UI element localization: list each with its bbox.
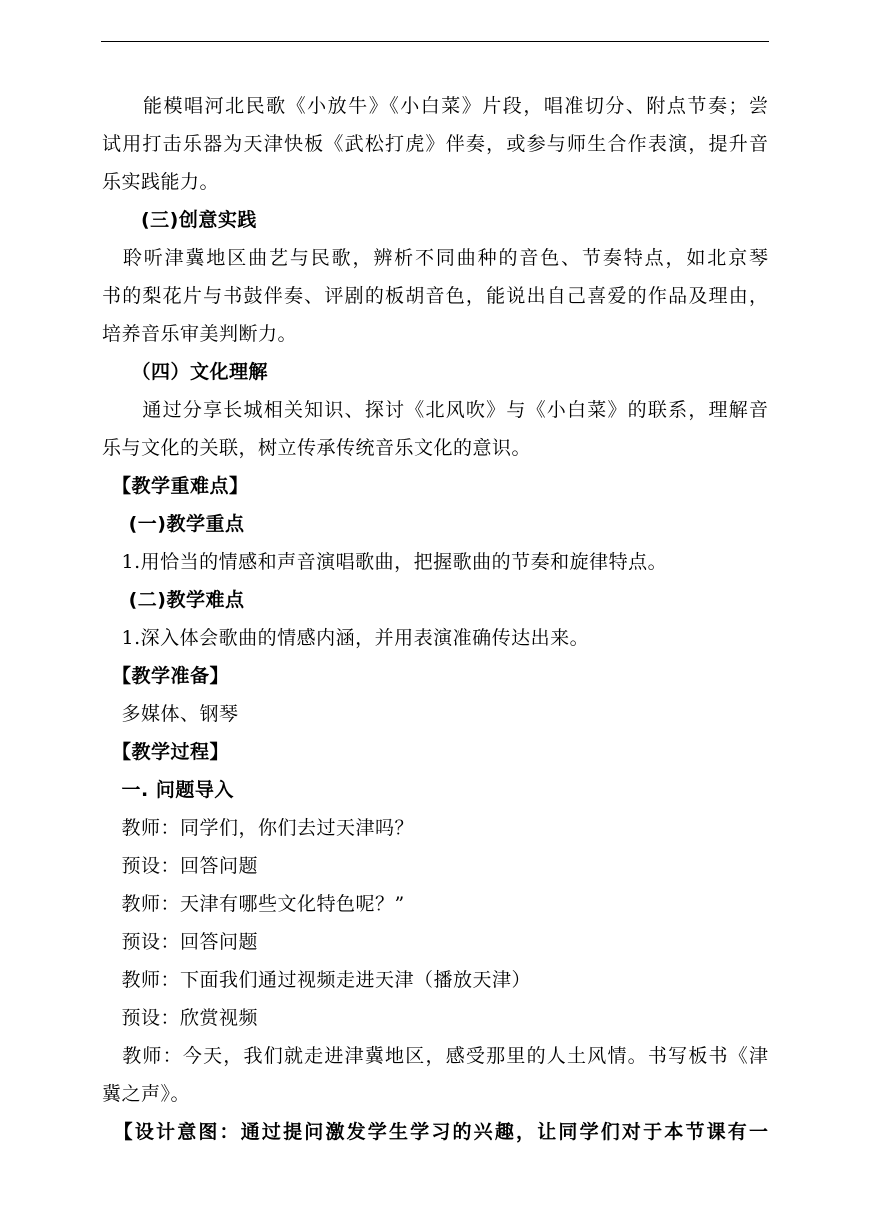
text-line: 预设：欣赏视频: [102, 1007, 259, 1029]
section-heading: (一)教学重点: [102, 513, 245, 535]
text-line: 能模唱河北民歌《小放牛》《小白菜》片段，唱准切分、附点节奏；尝: [102, 95, 768, 117]
text-line: 教师：同学们，你们去过天津吗？: [102, 817, 415, 839]
section-heading: 一. 问题导入: [102, 779, 234, 801]
section-heading: （四）文化理解: [102, 361, 269, 383]
section-heading: 【教学准备】: [102, 665, 230, 687]
text-line: 多媒体、钢琴: [102, 703, 239, 725]
text-line: 乐实践能力。: [102, 171, 220, 193]
text-line: 预设：回答问题: [102, 931, 259, 953]
section-heading: 【教学过程】: [102, 741, 230, 763]
text-line: 聆听津冀地区曲艺与民歌，辨析不同曲种的音色、节奏特点，如北京琴: [102, 247, 768, 269]
section-heading: (三)创意实践: [102, 209, 257, 231]
section-heading: 【教学重难点】: [102, 475, 249, 497]
section-heading: (二)教学难点: [102, 589, 245, 611]
text-line: 乐与文化的关联，树立传承传统音乐文化的意识。: [102, 437, 532, 459]
text-line: 1.深入体会歌曲的情感内涵，并用表演准确传达出来。: [102, 627, 590, 649]
text-line: 教师：天津有哪些文化特色呢？”: [102, 893, 405, 915]
header-rule: [101, 41, 769, 42]
text-line: 通过分享长城相关知识、探讨《北风吹》与《小白菜》的联系，理解音: [102, 399, 768, 421]
text-line: 教师：今天，我们就走进津冀地区，感受那里的人土风情。书写板书《津: [102, 1045, 768, 1067]
text-line: 预设：回答问题: [102, 855, 259, 877]
text-line: 1.用恰当的情感和声音演唱歌曲，把握歌曲的节奏和旋律特点。: [102, 551, 668, 573]
text-line: 培养音乐审美判断力。: [102, 323, 298, 345]
text-line: 冀之声》。: [102, 1083, 191, 1105]
text-line: 试用打击乐器为天津快板《武松打虎》伴奏，或参与师生合作表演，提升音: [102, 133, 768, 155]
text-line: 书的梨花片与书鼓伴奏、评剧的板胡音色，能说出自己喜爱的作品及理由，: [102, 285, 768, 307]
text-line: 教师：下面我们通过视频走进天津（播放天津）: [102, 969, 532, 991]
design-intent-line: 【设计意图：通过提问激发学生学习的兴趣，让同学们对于本节课有一: [102, 1121, 768, 1143]
